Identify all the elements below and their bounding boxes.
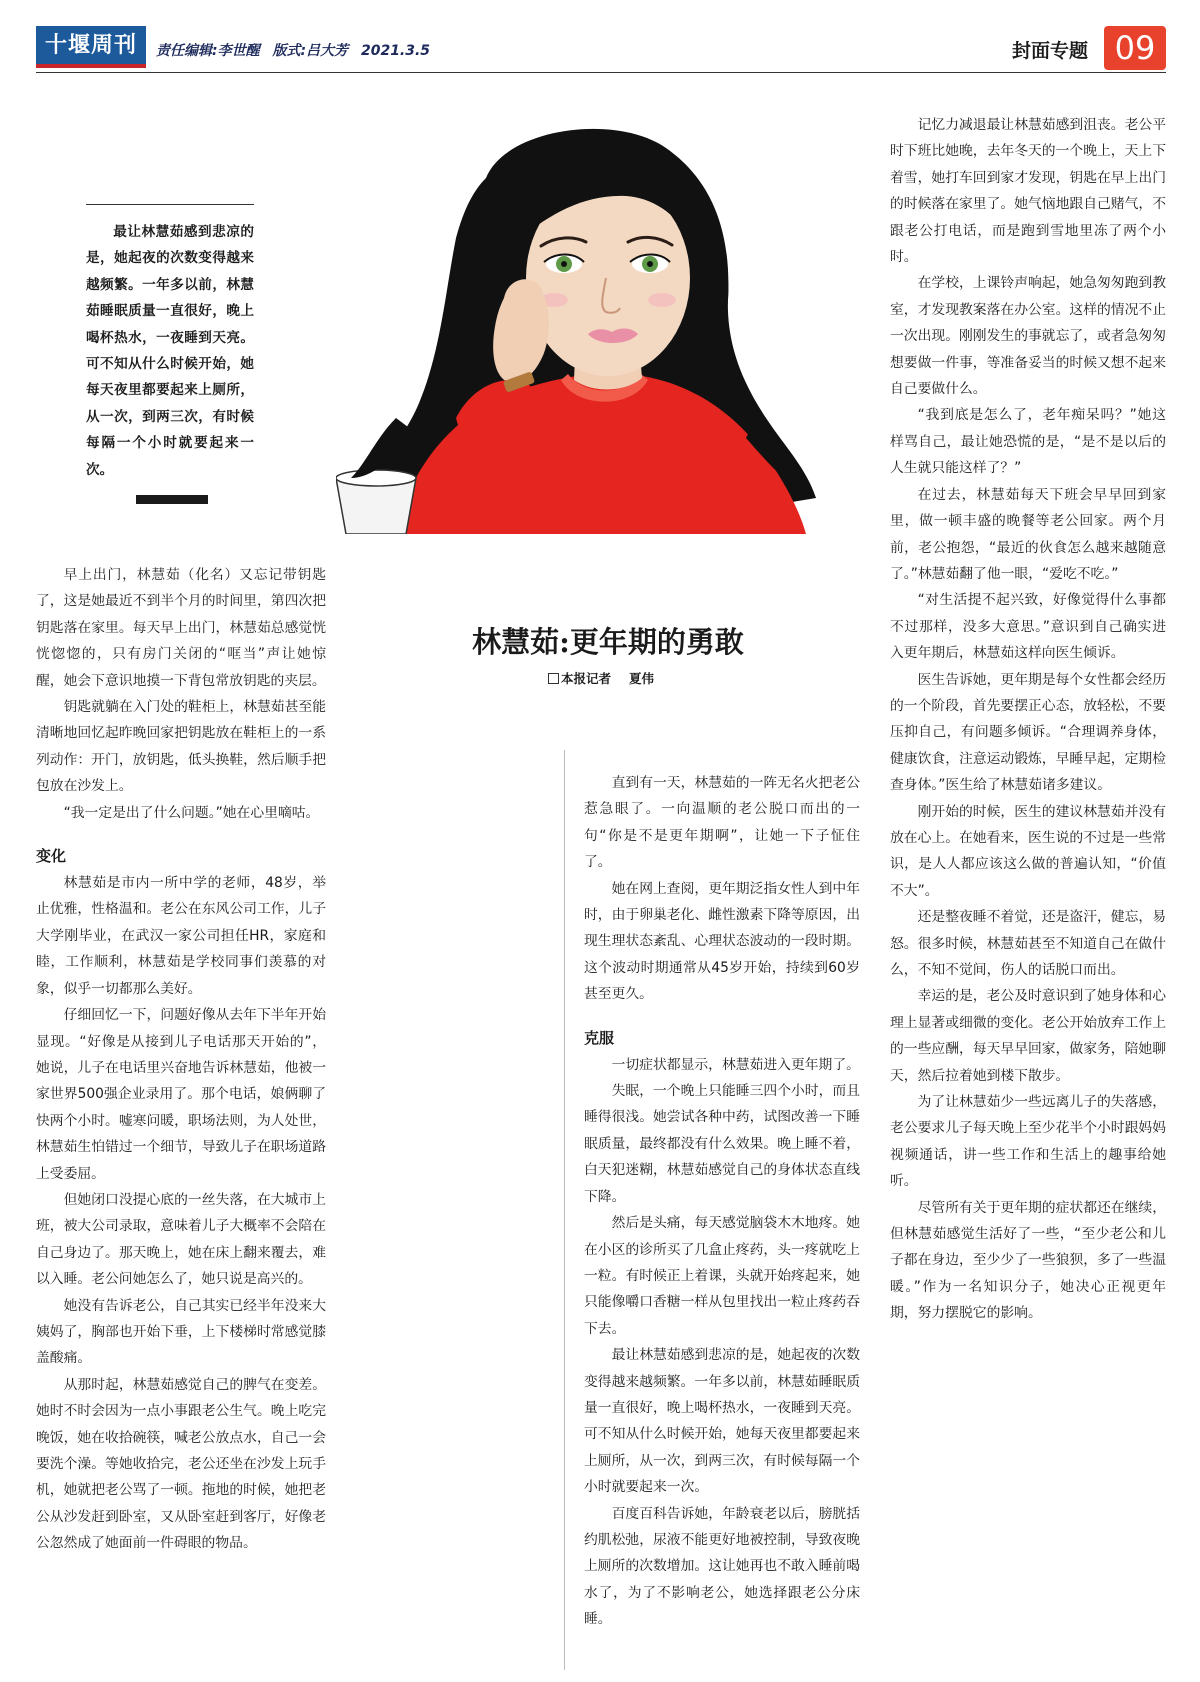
pull-quote-bar <box>136 495 208 504</box>
left-pupil <box>561 261 567 267</box>
paragraph: 为了让林慧茹少一些远离儿子的失落感，老公要求儿子每天晚上至少花半个小时跟妈妈视频通话，讲一些工作和生活上的趣事给她听。 <box>890 1094 1166 1190</box>
section-name: 封面专题 <box>1011 40 1088 62</box>
paragraph: 早上出门，林慧茹（化名）又忘记带钥匙了，这是她最近不到半个月的时间里，第四次把钥匙落在家里。每天早上出门，林慧茹总感觉恍恍惚惚的，只有房门关闭的“哐当”声让她惊醒，她会下意识地摸一下背包常放钥匙的夹层。 <box>36 567 326 689</box>
coffee-cup-rim <box>336 470 416 486</box>
paragraph: 记忆力减退最让林慧茹感到沮丧。老公平时下班比她晚，去年冬天的一个晚上，天上下着雪，她打车回到家才发现，钥匙在早上出门的时候落在家里了。她气恼地跟自己赌气，不跟老公打电话，而是跑到雪地里冻了两个小时。 <box>890 117 1166 266</box>
paragraph: 但她闭口没提心底的一丝失落，在大城市上班，被大公司录取，意味着儿子大概率不会陪在自己身边了。那天晚上，她在床上翻来覆去，难以入睡。老公问她怎么了，她只说是高兴的。 <box>36 1191 326 1288</box>
paragraph: 她没有告诉老公，自己其实已经半年没来大姨妈了，胸部也开始下垂，上下楼梯时常感觉膝盖酸痛。 <box>36 1297 326 1367</box>
article-title: 林慧茹:更年期的勇敢 <box>472 625 744 659</box>
paragraph: 幸运的是，老公及时意识到了她身体和心理上显著或细微的变化。老公开始放弃工作上的一些应酬，每天早早回家，做家务，陪她聊天，然后拉着她到楼下散步。 <box>890 988 1166 1084</box>
editorial-credits <box>156 40 438 60</box>
column-divider <box>564 750 565 1670</box>
editor-credit: 责任编辑:李世醒 <box>156 43 260 59</box>
issue-date: 2021.3.5 <box>360 43 431 59</box>
paragraph: 尽管所有关于更年期的症状都还在继续，但林慧茹感觉生活好了一些，“至少老公和儿子都在身边，至少少了一些狼狈，多了一些温暖。”作为一名知识分子，她决心正视更年期，努力摆脱它的影响。 <box>890 1199 1166 1322</box>
paragraph: “我到底是怎么了，老年痴呆吗？”她这样骂自己，最让她恐慌的是，“是不是以后的人生就只能这样了？” <box>890 407 1166 477</box>
layout-credit: 版式:吕大芳 <box>272 43 349 59</box>
page-header <box>36 26 1166 72</box>
paragraph: 刚开始的时候，医生的建议林慧茹并没有放在心上。在她看来，医生说的不过是一些常识，是人人都应该这么做的普遍认知，“价值不大”。 <box>890 803 1166 899</box>
paragraph: 从那时起，林慧茹感觉自己的脾气在变差。她时不时会因为一点小事跟老公生气。晚上吃完晚饭，她在收拾碗筷，喊老公放点水，自己一会要洗个澡。等她收拾完，老公还坐在沙发上玩手机，她就把老公骂了一顿。拖地的时候，她把老公从沙发赶到卧室，又从卧室赶到客厅，好像老公忽然成了她面前一件碍眼的物品。 <box>36 1376 326 1552</box>
article-column-3 <box>890 112 1166 1327</box>
pull-quote-text: 最让林慧茹感到悲凉的是，她起夜的次数变得越来越频繁。一年多以前，林慧茹睡眠质量一直很好，晚上喝杯热水，一夜睡到天亮。可不知从什么时候开始，她每天夜里都要起来上厕所，从一次，到两三次，有时候每隔一个小时就要起来一次。 <box>86 224 254 478</box>
paragraph: 医生告诉她，更年期是每个女性都会经历的一个阶段，首先要摆正心态，放轻松，不要压抑自己，有问题多倾诉。“合理调养身体，健康饮食，注意运动锻炼，早睡早起，定期检查身体。”医生给了林慧茹诸多建议。 <box>890 671 1166 794</box>
paragraph: 在过去，林慧茹每天下班会早早回到家里，做一顿丰盛的晚餐等老公回家。两个月前，老公抱怨，“最近的伙食怎么越来越随意了。”林慧茹翻了他一眼，“爱吃不吃。” <box>890 486 1166 582</box>
pull-quote <box>86 204 254 504</box>
masthead-logo: 十堰周刊 <box>36 26 146 68</box>
section-heading-overcome: 克服 <box>584 1028 615 1047</box>
paragraph: 百度百科告诉她，年龄衰老以后，膀胱括约肌松弛，尿液不能更好地被控制，导致夜晚上厕所的次数增加。这让她再也不敢入睡前喝水了，为了不影响老公，她选择跟老公分床睡。 <box>584 1505 860 1628</box>
article-column-1 <box>36 562 326 1557</box>
section-heading-change: 变化 <box>36 847 67 866</box>
pull-quote-top-rule <box>86 204 254 205</box>
paragraph: 一切症状都显示，林慧茹进入更年期了。 <box>611 1056 860 1073</box>
article-column-2 <box>584 770 860 1633</box>
paragraph: 在学校，上课铃声响起，她急匆匆跑到教室，才发现教案落在办公室。这样的情况不止一次出现。刚刚发生的事就忘了，或者急匆匆想要做一件事，等准备妥当的时候又想不起来自己要做什么。 <box>890 275 1166 398</box>
paragraph: 最让林慧茹感到悲凉的是，她起夜的次数变得越来越频繁。一年多以前，林慧茹睡眠质量一直很好，晚上喝杯热水，一夜睡到天亮。可不知从什么时候开始，她每天夜里都要起来上厕所，从一次，到两三次，有时候每隔一个小时就要起来一次。 <box>584 1347 860 1496</box>
woman-illustration <box>336 118 844 534</box>
paragraph: 然后是头痛，每天感觉脑袋木木地疼。她在小区的诊所买了几盒止疼药，头一疼就吃上一粒。有时候正上着课，头就开始疼起来，她只能像嚼口香糖一样从包里找出一粒止疼药吞下去。 <box>584 1215 860 1337</box>
byline-label: 本报记者 <box>561 671 612 686</box>
paragraph: 仔细回忆一下，问题好像从去年下半年开始显现。“好像是从接到儿子电话那天开始的”，她说，儿子在电话里兴奋地告诉林慧茹，他被一家世界500强企业录用了。那个电话，娘俩聊了快两个小时。嘘寒问暖，职场法则，为人处世，林慧茹生怕错过一个细节，导致儿子在职场道路上受委屈。 <box>36 1007 326 1182</box>
paragraph: 直到有一天，林慧茹的一阵无名火把老公惹急眼了。一向温顺的老公脱口而出的一句“你是不是更年期啊”，让她一下子怔住了。 <box>584 775 860 871</box>
article-byline <box>548 669 654 687</box>
paragraph: “对生活提不起兴致，好像觉得什么事都不过那样，没多大意思。”意识到自己确实进入更年期后，林慧茹这样向医生倾诉。 <box>890 592 1166 662</box>
paragraph: “我一定是出了什么问题。”她在心里嘀咕。 <box>63 804 320 821</box>
paragraph: 她在网上查阅，更年期泛指女性人到中年时，由于卵巢老化、雌性激素下降等原因，出现生理状态紊乱、心理状态波动的一段时期。这个波动时期通常从45岁开始，持续到60岁甚至更久。 <box>584 880 860 1003</box>
right-pupil <box>647 261 653 267</box>
paragraph: 林慧茹是市内一所中学的老师，48岁，举止优雅，性格温和。老公在东风公司工作，儿子大学刚毕业，在武汉一家公司担任HR，家庭和睦，工作顺利，林慧茹是学校同事们羡慕的对象，似乎一切都那么美好。 <box>36 875 326 997</box>
paragraph: 失眠，一个晚上只能睡三四个小时，而且睡得很浅。她尝试各种中药，试图改善一下睡眠质量，最终都没有什么效果。晚上睡不着，白天犯迷糊，林慧茹感觉自己的身体状态直线下降。 <box>584 1083 860 1205</box>
paragraph: 还是整夜睡不着觉，还是盗汗，健忘，易怒。很多时候，林慧茹甚至不知道自己在做什么，不知不觉间，伤人的话脱口而出。 <box>890 909 1166 978</box>
byline-author: 夏伟 <box>629 671 655 686</box>
header-divider <box>36 72 1166 73</box>
right-blush <box>648 293 676 307</box>
byline-box-icon <box>548 673 559 684</box>
paragraph: 钥匙就躺在入门处的鞋柜上，林慧茹甚至能清晰地回忆起昨晚回家把钥匙放在鞋柜上的一系列动作：开门，放钥匙，低头换鞋，然后顺手把包放在沙发上。 <box>36 699 326 795</box>
page-number: 09 <box>1104 26 1166 70</box>
